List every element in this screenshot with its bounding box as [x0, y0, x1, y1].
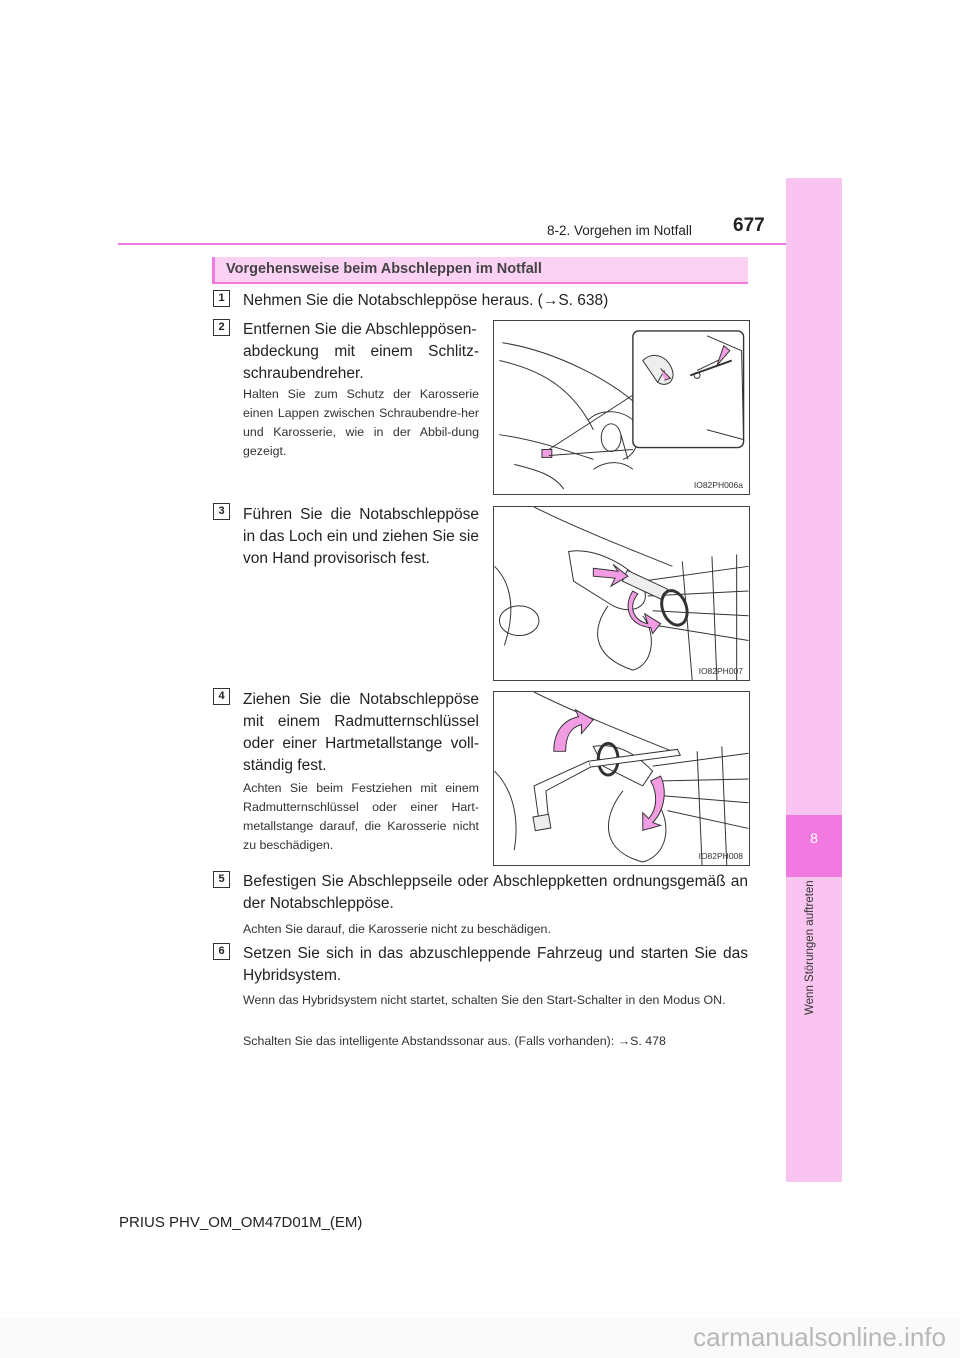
figure-code: IO82PH007: [698, 666, 743, 676]
step-5-text: Befestigen Sie Abschleppseile oder Abschleppketten ordnungsgemäß an der Notabschleppöse.: [243, 873, 748, 912]
step-number-2: 2: [213, 319, 230, 336]
step-number-5: 5: [213, 871, 230, 888]
step-3-text: Führen Sie die Notabschleppöse in das Loch ein und ziehen Sie sie von Hand provisorisch fest.: [243, 506, 479, 567]
tow-hook-insert-illustration: [494, 507, 749, 680]
page-number: 677: [733, 215, 765, 236]
step-number-6: 6: [213, 943, 230, 960]
step-4-note: Achten Sie beim Festziehen mit einem Radmutternschlüssel oder einer Hart-metallstange darauf, die Karosserie nicht zu beschädigen.: [243, 781, 479, 852]
step-number-4: 4: [213, 688, 230, 705]
chapter-title: Wenn Störungen auftreten: [804, 880, 816, 1015]
chapter-side-tab: [786, 178, 842, 1182]
step-number-1: 1: [213, 290, 230, 307]
step-2-line: abdeckung mit einem Schlitz-: [243, 343, 479, 360]
section-banner: [212, 257, 748, 284]
section-title: 8-2. Vorgehen im Notfall: [547, 223, 692, 238]
watermark: carmanualsonline.info: [693, 1322, 946, 1352]
step-4-text: Ziehen Sie die Notabschleppöse mit einem Radmutternschlüssel oder einer Hartmetallstange voll-ständig fest.: [243, 691, 479, 774]
chapter-number: 8: [810, 830, 818, 846]
step-5-note: Achten Sie darauf, die Karosserie nicht zu beschädigen.: [243, 922, 551, 936]
figure-code: IO82PH006a: [693, 480, 743, 490]
tow-hook-tighten-illustration: [494, 692, 749, 865]
figure-insert-tow-hook: [493, 506, 750, 681]
step-6-text: Setzen Sie sich in das abzuschleppende Fahrzeug und starten Sie das Hybridsystem.: [243, 945, 748, 984]
car-front-cover-illustration: [494, 321, 749, 494]
figure-tighten-tow-hook: [493, 691, 750, 866]
header-rule: [118, 243, 786, 245]
step-2-note: Halten Sie zum Schutz der Karosserie einen Lappen zwischen Schraubendre-her und Karosserie, wie in der Abbil-dung gezeigt.: [243, 387, 479, 458]
footer-document-code: PRIUS PHV_OM_OM47D01M_(EM): [119, 1214, 363, 1231]
chapter-number-block: [786, 815, 842, 877]
step-2-line: schraubendreher.: [243, 365, 364, 382]
step-1-text: Nehmen Sie die Notabschleppöse heraus. (→S. 638): [243, 292, 609, 309]
figure-code: IO82PH008: [698, 851, 743, 861]
figure-tow-hook-cover: [493, 320, 750, 495]
step-6-note-2: Schalten Sie das intelligente Abstandssonar aus. (Falls vorhanden): →S. 478: [243, 1034, 666, 1048]
step-2-text: [243, 319, 479, 385]
banner-title: Vorgehensweise beim Abschleppen im Notfall: [226, 261, 542, 277]
step-number-3: 3: [213, 503, 230, 520]
step-6-note: Wenn das Hybridsystem nicht startet, schalten Sie den Start-Schalter in den Modus ON.: [243, 993, 726, 1007]
step-2-line: Entfernen Sie die Abschleppösen-: [243, 321, 477, 338]
